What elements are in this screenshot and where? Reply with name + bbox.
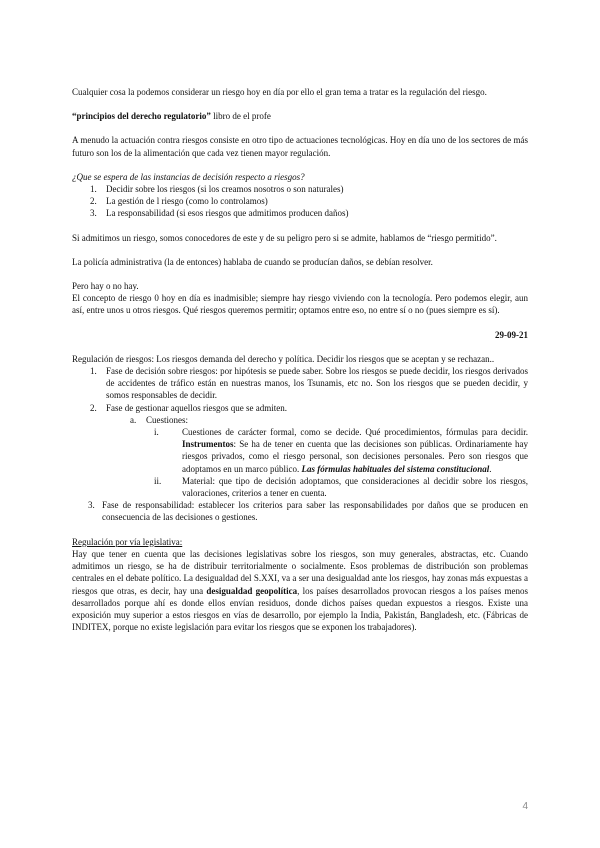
- list-item: 3. Fase de responsabilidad: establecer los criterios para saber las responsabilidades por daños que se producen en consecuencia de las decisiones o gestiones.: [88, 500, 528, 523]
- constitutional-formulas-term: Las fórmulas habituales del sistema constitucional: [301, 463, 490, 474]
- list-item: 2. Fase de gestionar aquellos riesgos que se admiten.: [90, 402, 287, 413]
- technology-paragraph: A menudo la actuación contra riesgos consiste en otro tipo de actuaciones tecnológicas. Hoy en día uno de los sectores de más futuro son los de la alimentación que cada vez tienen mayor regulación.: [72, 135, 528, 158]
- page-number: 4: [522, 801, 528, 812]
- list-item: i. Cuestiones de carácter formal, como se decide. Qué procedimientos, fórmulas para decidir. Instrumentos: Se ha de tener en cuenta que las decisiones son públicas. Ordinariamente hay riesgos privados, como el riesgo personal, son decisiones personales. Pero son riesgos que adoptamos en un marco público. Las fórmulas habituales del sistema constitucional.: [154, 427, 528, 474]
- book-title: “principios del derecho regulatorio”: [72, 111, 211, 122]
- decision-list: [72, 183, 528, 220]
- date-heading: 29-09-21: [495, 329, 528, 340]
- phase-list: [72, 365, 528, 524]
- list-item: ii. Material: que tipo de decisión adoptamos, que consideraciones al decidir sobre los riesgos, valoraciones, criterios a tener en cuenta.: [154, 475, 528, 499]
- permitted-risk-paragraph: Si admitimos un riesgo, somos conocedores de este y de su peligro pero si se admite, hablamos de “riesgo permitido”.: [72, 232, 497, 243]
- zero-risk-paragraph: El concepto de riesgo 0 hoy en día es inadmisible; siempre hay riesgo viviendo con la tecnología. Pero podemos elegir, aun así, entre unos u otros riesgos. Qué riesgos queremos permitir; optamos entre eso, no entre sí o no (pues siempre es sí).: [72, 293, 528, 316]
- instruments-term: Instrumentos: [182, 439, 234, 450]
- geopolitical-term: desigualdad geopolítica: [206, 585, 298, 596]
- list-item: 1. Decidir sobre los riesgos (si los creamos nosotros o son naturales): [90, 184, 344, 195]
- document-page: [72, 86, 528, 633]
- book-reference: [72, 110, 528, 122]
- book-note: libro de el profe: [210, 111, 271, 122]
- police-paragraph: La policía administrativa (la de entonces) hablaba de cuando se producían daños, se debían resolver.: [72, 256, 433, 267]
- legislative-heading: Regulación por vía legislativa:: [72, 536, 183, 547]
- intro-paragraph: Cualquier cosa la podemos considerar un riesgo hoy en día por ello el gran tema a tratar es la regulación del riesgo.: [72, 87, 487, 97]
- list-item: 1. Fase de decisión sobre riesgos: por hipótesis se puede saber. Sobre los riesgos se puede decidir, los riesgos derivados de accidentes de tráfico están en nuestras manos, los Tsunamis, etc no. Son los riesgos que se pueden decidir, y somos responsables de decidir.: [90, 366, 528, 401]
- short-line: Pero hay o no hay.: [72, 281, 139, 292]
- risk-regulation-paragraph: Regulación de riesgos: Los riesgos demanda del derecho y política. Decidir los riesgos que se aceptan y se rechazan..: [72, 353, 495, 364]
- list-item: 2. La gestión de l riesgo (como lo controlamos): [90, 196, 268, 207]
- question-heading: ¿Que se espera de las instancias de decisión respecto a riesgos?: [72, 171, 305, 182]
- legislative-paragraph: Hay que tener en cuenta que las decisiones legislativas sobre los riesgos, son muy generales, abstractas, etc. Cuando admitimos un riesgo, se ha de distribuir territorialmente o socialmente. Esos problemas de distribución son problemas centrales en el debate político. La desigualdad del S.XXI, va a ser una desigualdad ante los riesgos, hay zonas más expuestas a riesgos que otras, es decir, hay una desigualdad geopolítica, los países desarrollados provocan riesgos a los países menos desarrollados porque ahí es donde ellos envían residuos, donde dichos países quedan expuestos a riesgos. Existe una exposición muy superior a estos riesgos en vías de desarrollo, por ejemplo la India, Pakistán, Bangladesh, etc. (Fábricas de INDITEX, porque no existe legislación para evitar los riesgos que se exponen los trabajadores).: [72, 548, 528, 633]
- list-item: 3. La responsabilidad (si esos riesgos que admitimos producen daños): [90, 208, 349, 219]
- list-item: a. Cuestiones:: [130, 414, 188, 425]
